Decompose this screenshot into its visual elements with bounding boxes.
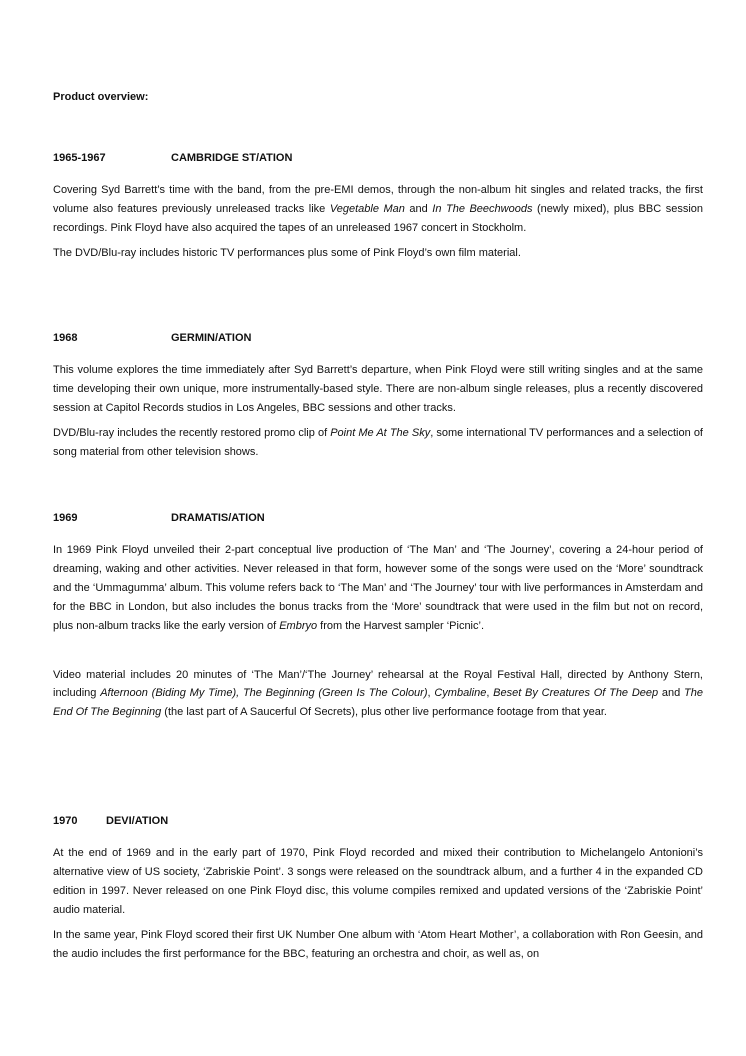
section-paragraph [53, 926, 703, 964]
italic-title: Vegetable Man [329, 202, 405, 215]
section-heading [53, 512, 703, 526]
section-paragraph [53, 181, 703, 238]
text-run: This volume explores the time immediately after Syd Barrett’s departure, when Pink Floyd were still writing singles and at the same time developing their own unique, more instrumentally-based style. There are non-album single releases, plus a recently discovered session at Capitol Records studios in Los Angeles, BBC sessions and other tracks. [53, 364, 703, 414]
section-germination [53, 332, 703, 462]
text-run: , [486, 687, 494, 700]
text-run: and [658, 687, 685, 700]
text-run: At the end of 1969 and in the early part of 1970, Pink Floyd recorded and mixed their contribution to Michelangelo Antonioni’s alternative view of US society, ‘Zabriskie Point’. 3 songs were released on the soundtrack album, and a further 4 in the expanded CD edition in 1997. Never released on one Pink Floyd disc, this volume compiles remixed and updated versions of the ‘Zabriskie Point’ audio material. [53, 847, 703, 916]
section-paragraph [53, 424, 703, 462]
section-dramatisation [53, 512, 703, 722]
section-title: GERMIN/ATION [171, 332, 252, 344]
text-run: In the same year, Pink Floyd scored their first UK Number One album with ‘Atom Heart Mother’, a collaboration with Ron Geesin, and the audio includes the first performance for the BBC, featuring an orchestra and choir, as well as, on [53, 928, 703, 960]
text-run: Video material includes 20 minutes of ‘The Man’/‘The Journey’ rehearsal at the Royal Festival Hall, directed by Anthony Stern, including [53, 668, 703, 700]
italic-title: The End Of The Beginning [53, 687, 703, 719]
section-heading [53, 332, 703, 346]
text-run: The DVD/Blu-ray includes historic TV performances plus some of Pink Floyd’s own film material. [53, 246, 521, 259]
section-years: 1970 [53, 815, 78, 827]
italic-title: Cymbaline [434, 687, 487, 700]
text-run: , [427, 687, 435, 700]
section-heading [53, 815, 703, 829]
italic-title: Afternoon (Biding My Time), The Beginning (Green Is The Colour) [100, 687, 428, 700]
text-run: from the Harvest sampler ‘Picnic’. [317, 619, 485, 632]
text-run: In 1969 Pink Floyd unveiled their 2-part conceptual live production of ‘The Man’ and ‘The Journey’, covering a 24-hour period of dreaming, waking and other activities. Never released in that form, however some of the songs were used on the ‘More’ soundtrack and the ‘Ummagumma’ album. This volume refers back to ‘The Man’ and ‘The Journey’ tour with live performances in Amsterdam and for the BBC in London, but also includes the bonus tracks from the ‘More’ soundtrack that were used in the film but not on record, plus non-album tracks like the early version of [53, 544, 703, 632]
italic-title: Point Me At The Sky [330, 426, 431, 439]
section-years: 1968 [53, 332, 78, 344]
section-paragraph [53, 361, 703, 418]
text-run: , some international TV performances and a selection of song material from other television shows. [53, 426, 703, 458]
overview-title: Product overview: [53, 91, 149, 103]
italic-title: In The Beechwoods [432, 202, 533, 215]
section-years: 1965-1967 [53, 152, 106, 164]
section-cambridge [53, 152, 703, 263]
italic-title: Embryo [279, 619, 318, 632]
section-paragraph [53, 244, 703, 263]
text-run: DVD/Blu-ray includes the recently restored promo clip of [53, 426, 331, 439]
section-title: DRAMATIS/ATION [171, 512, 265, 524]
text-run: and [404, 202, 433, 215]
section-heading [53, 152, 703, 166]
section-title: DEVI/ATION [106, 815, 169, 827]
section-deviation [53, 815, 703, 963]
section-years: 1969 [53, 512, 78, 524]
section-paragraph [53, 844, 703, 920]
italic-title: Beset By Creatures Of The Deep [493, 687, 659, 700]
text-run: (the last part of A Saucerful Of Secrets), plus other live performance footage from that year. [161, 706, 607, 719]
text-run: Covering Syd Barrett’s time with the band, from the pre-EMI demos, through the non-album hit singles and related tracks, the first volume also features previously unreleased tracks like [53, 184, 703, 215]
section-title: CAMBRIDGE ST/ATION [171, 152, 293, 164]
section-paragraph [53, 541, 703, 636]
section-paragraph [53, 666, 703, 723]
text-run: (newly mixed), plus BBC session recordings. Pink Floyd have also acquired the tapes of an unreleased 1967 concert in Stockholm. [53, 202, 703, 234]
